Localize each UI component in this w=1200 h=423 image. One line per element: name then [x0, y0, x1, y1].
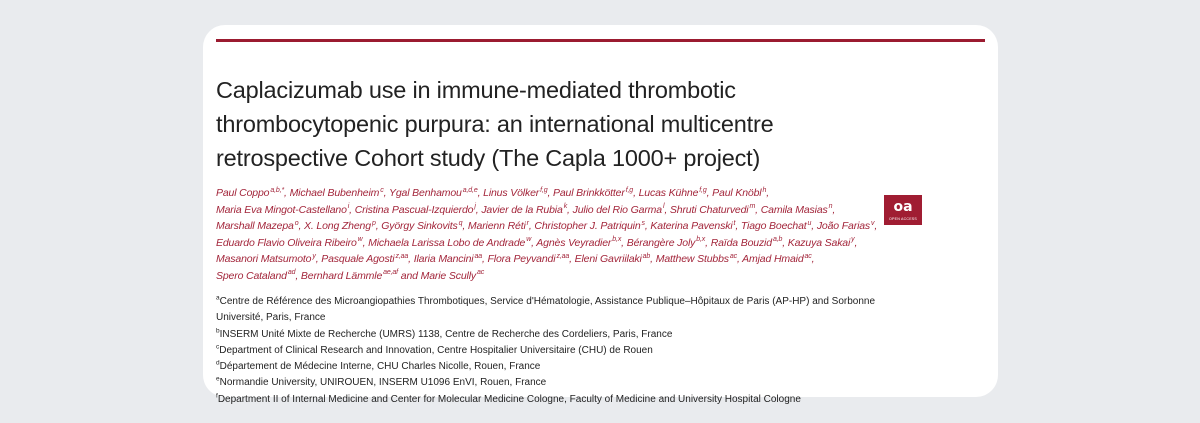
author-name[interactable]: Katerina Pavenski: [650, 220, 733, 232]
author-name[interactable]: Paul Coppo: [216, 187, 270, 199]
author-name[interactable]: Pasquale Agosti: [321, 253, 395, 265]
author-name[interactable]: Camila Masias: [760, 203, 828, 216]
author-affiliation-marker[interactable]: a,b: [772, 236, 783, 243]
affiliation-item: [216, 359, 876, 375]
affiliation-item: [216, 327, 876, 343]
affiliation-list: [216, 294, 876, 408]
header-rule: [216, 39, 985, 42]
author-name[interactable]: Javier de la Rubia: [481, 203, 563, 216]
affiliation-marker: e: [216, 376, 220, 384]
author-affiliation-marker[interactable]: ac: [477, 269, 485, 276]
author-affiliation-marker[interactable]: o: [294, 219, 299, 227]
author-affiliation-marker[interactable]: b,x: [612, 236, 622, 243]
author-name[interactable]: Bérangère Joly: [626, 236, 696, 249]
author-name[interactable]: Amjad Hmaid: [742, 253, 804, 265]
author-affiliation-marker[interactable]: w: [357, 236, 363, 243]
affiliation-text: INSERM Unité Mixte de Recherche (UMRS) 1138, Centre de Recherche des Cordeliers, Paris, France: [219, 328, 673, 340]
article-card: [203, 25, 998, 405]
author-name[interactable]: Ygal Benhamou: [388, 187, 462, 199]
author-line: Marshall Mazepa$^o$, X. Long Zheng$^p$, György Sinkovits$^q$, Marienn Réti$^r$, Christopher J. Patriquin$^s$, Katerina Pavenski$^t$, Tiago Boechat$^u$, João Farias$^v$,: [216, 219, 878, 232]
author-name[interactable]: Spero Cataland: [216, 269, 287, 282]
author-affiliation-marker[interactable]: h: [762, 186, 767, 194]
author-affiliation-marker[interactable]: ae,af: [383, 269, 398, 276]
author-affiliation-marker[interactable]: f,g: [699, 186, 707, 194]
author-name[interactable]: Lucas Kühne: [638, 187, 699, 199]
author-affiliation-marker[interactable]: z,aa: [395, 252, 409, 260]
author-affiliation-marker[interactable]: y: [851, 236, 855, 243]
author-line: Maria Eva Mingot-Castellano$^i$, Cristina Pascual-Izquierdo$^j$, Javier de la Rubia$^k$, Julio del Rio Garma$^l$, Shruti Chaturvedi$^m$, Camila Masias$^n$,: [216, 203, 836, 216]
author-name[interactable]: Eduardo Flavio Oliveira Ribeiro: [216, 236, 357, 249]
affiliation-item: [216, 392, 876, 408]
and-connector: and: [400, 269, 418, 282]
author-affiliation-marker[interactable]: m: [749, 203, 756, 210]
author-name[interactable]: Shruti Chaturvedi: [669, 203, 749, 216]
affiliation-text: Centre de Référence des Microangiopathies Thrombotiques, Service d'Hématologie, Assistance Publique–Hôpitaux de Paris (AP-HP) and Sorbonne Université, Paris, France: [216, 296, 876, 324]
affiliation-text: Department of Clinical Research and Innovation, Centre Hospitalier Universitaire (CHU) de Rouen: [219, 344, 653, 356]
author-affiliation-marker[interactable]: aa: [474, 252, 482, 260]
affiliation-marker: b: [216, 327, 220, 335]
open-access-label: oa: [893, 199, 913, 215]
author-affiliation-marker[interactable]: ab: [642, 252, 651, 260]
author-list: [216, 185, 878, 284]
author-name[interactable]: Maria Eva Mingot-Castellano: [216, 203, 347, 216]
affiliation-text: Department II of Internal Medicine and Center for Molecular Medicine Cologne, Faculty of Medicine and University Hospital Cologne: [217, 393, 801, 405]
affiliation-item: [216, 375, 876, 391]
author-name[interactable]: Linus Völker: [483, 187, 540, 199]
affiliation-text: Département de Médecine Interne, CHU Charles Nicolle, Rouen, France: [219, 361, 541, 373]
author-name[interactable]: György Sinkovits: [381, 220, 458, 232]
author-name[interactable]: Marienn Réti: [467, 220, 526, 232]
author-affiliation-marker[interactable]: f,g: [625, 186, 634, 194]
article-title: Caplacizumab use in immune-mediated thrombotic thrombocytopenic purpura: an international multicentre retrospective Cohort study (The Capla 1000+ project): [216, 77, 774, 171]
author-affiliation-marker[interactable]: f,g: [540, 186, 548, 194]
author-name[interactable]: Michael Bubenheim: [289, 187, 380, 199]
affiliation-marker: f: [216, 392, 218, 400]
author-name[interactable]: Raïda Bouzid: [710, 236, 772, 249]
affiliation-marker: a: [216, 294, 220, 302]
affiliation-text: Normandie University, UNIROUEN, INSERM U1096 EnVI, Rouen, France: [219, 377, 547, 389]
author-line: Paul Coppo$^{a,b,*}$, Michael Bubenheim$^c$, Ygal Benhamou$^{a,d,e}$, Linus Völker$^{f,g}$, Paul Brinkkötter$^{f,g}$, Lucas Kühne$^{f,g}$, Paul Knöbl$^h$,: [216, 186, 769, 199]
author-name[interactable]: Agnès Veyradier: [536, 236, 612, 249]
author-affiliation-marker[interactable]: r: [526, 219, 529, 227]
author-affiliation-marker[interactable]: v: [871, 219, 875, 227]
author-affiliation-marker[interactable]: c: [380, 186, 384, 194]
author-name[interactable]: Kazuya Sakai: [787, 236, 851, 249]
author-affiliation-marker[interactable]: i: [347, 203, 350, 210]
author-affiliation-marker[interactable]: t: [733, 219, 736, 227]
author-name[interactable]: Flora Peyvandi: [487, 253, 556, 265]
author-line: Eduardo Flavio Oliveira Ribeiro$^w$, Michaela Larissa Lobo de Andrade$^w$, Agnès Veyradier$^{b,x}$, Bérangère Joly$^{b,x}$, Raïda Bouzid$^{a,b}$, Kazuya Sakai$^y$,: [216, 236, 858, 249]
author-name[interactable]: Julio del Rio Garma: [572, 203, 662, 216]
author-affiliation-marker[interactable]: ac: [804, 252, 812, 260]
author-affiliation-marker[interactable]: b,x: [696, 236, 706, 243]
author-name[interactable]: Bernhard Lämmle: [300, 269, 383, 282]
author-name[interactable]: Cristina Pascual-Izquierdo: [354, 203, 474, 216]
author-affiliation-marker[interactable]: y: [312, 252, 316, 260]
affiliation-item: [216, 294, 876, 327]
author-affiliation-marker[interactable]: n: [828, 203, 833, 210]
author-line: Spero Cataland$^{ad}$, Bernhard Lämmle$^{ae,af}$ and Marie Scully$^{ac}$: [216, 269, 485, 282]
author-name[interactable]: Marie Scully: [420, 269, 476, 282]
author-affiliation-marker[interactable]: ac: [729, 252, 738, 260]
author-affiliation-marker[interactable]: w: [526, 236, 532, 243]
author-affiliation-marker[interactable]: l: [662, 203, 665, 210]
author-affiliation-marker[interactable]: u: [807, 219, 812, 227]
author-name[interactable]: X. Long Zheng: [304, 220, 371, 232]
author-affiliation-marker[interactable]: s: [641, 219, 645, 227]
author-name[interactable]: Marshall Mazepa: [216, 220, 294, 232]
author-name[interactable]: Michaela Larissa Lobo de Andrade: [368, 236, 526, 249]
author-affiliation-marker[interactable]: z,aa: [556, 252, 570, 260]
author-name[interactable]: Ilaria Mancini: [413, 253, 474, 265]
author-name[interactable]: Matthew Stubbs: [655, 253, 729, 265]
affiliation-item: [216, 343, 876, 359]
open-access-icon[interactable]: [884, 195, 922, 225]
author-name[interactable]: Masanori Matsumoto: [216, 253, 312, 265]
affiliation-marker: d: [216, 359, 220, 367]
author-name[interactable]: Christopher J. Patriquin: [534, 220, 641, 232]
author-affiliation-marker[interactable]: j: [474, 203, 476, 210]
open-access-sublabel: OPEN ACCESS: [889, 217, 917, 221]
author-name[interactable]: João Farias: [816, 220, 871, 232]
author-affiliation-marker[interactable]: p: [371, 219, 376, 227]
author-affiliation-marker[interactable]: q: [458, 219, 463, 227]
author-affiliation-marker[interactable]: ad: [287, 269, 296, 276]
author-name[interactable]: Paul Brinkkötter: [553, 187, 625, 199]
author-name[interactable]: Tiago Boechat: [740, 220, 807, 232]
author-name[interactable]: Eleni Gavriilaki: [574, 253, 642, 265]
author-affiliation-marker[interactable]: a,b,*: [270, 186, 285, 194]
author-affiliation-marker[interactable]: k: [563, 203, 568, 210]
affiliation-marker: c: [216, 343, 220, 351]
author-line: Masanori Matsumoto$^y$, Pasquale Agosti$^{z,aa}$, Ilaria Mancini$^{aa}$, Flora Peyvandi$^{z,aa}$, Eleni Gavriilaki$^{ab}$, Matthew Stubbs$^{ac}$, Amjad Hmaid$^{ac}$,: [216, 252, 815, 265]
author-name[interactable]: Paul Knöbl: [712, 187, 762, 199]
author-affiliation-marker[interactable]: a,d,e: [462, 186, 478, 194]
